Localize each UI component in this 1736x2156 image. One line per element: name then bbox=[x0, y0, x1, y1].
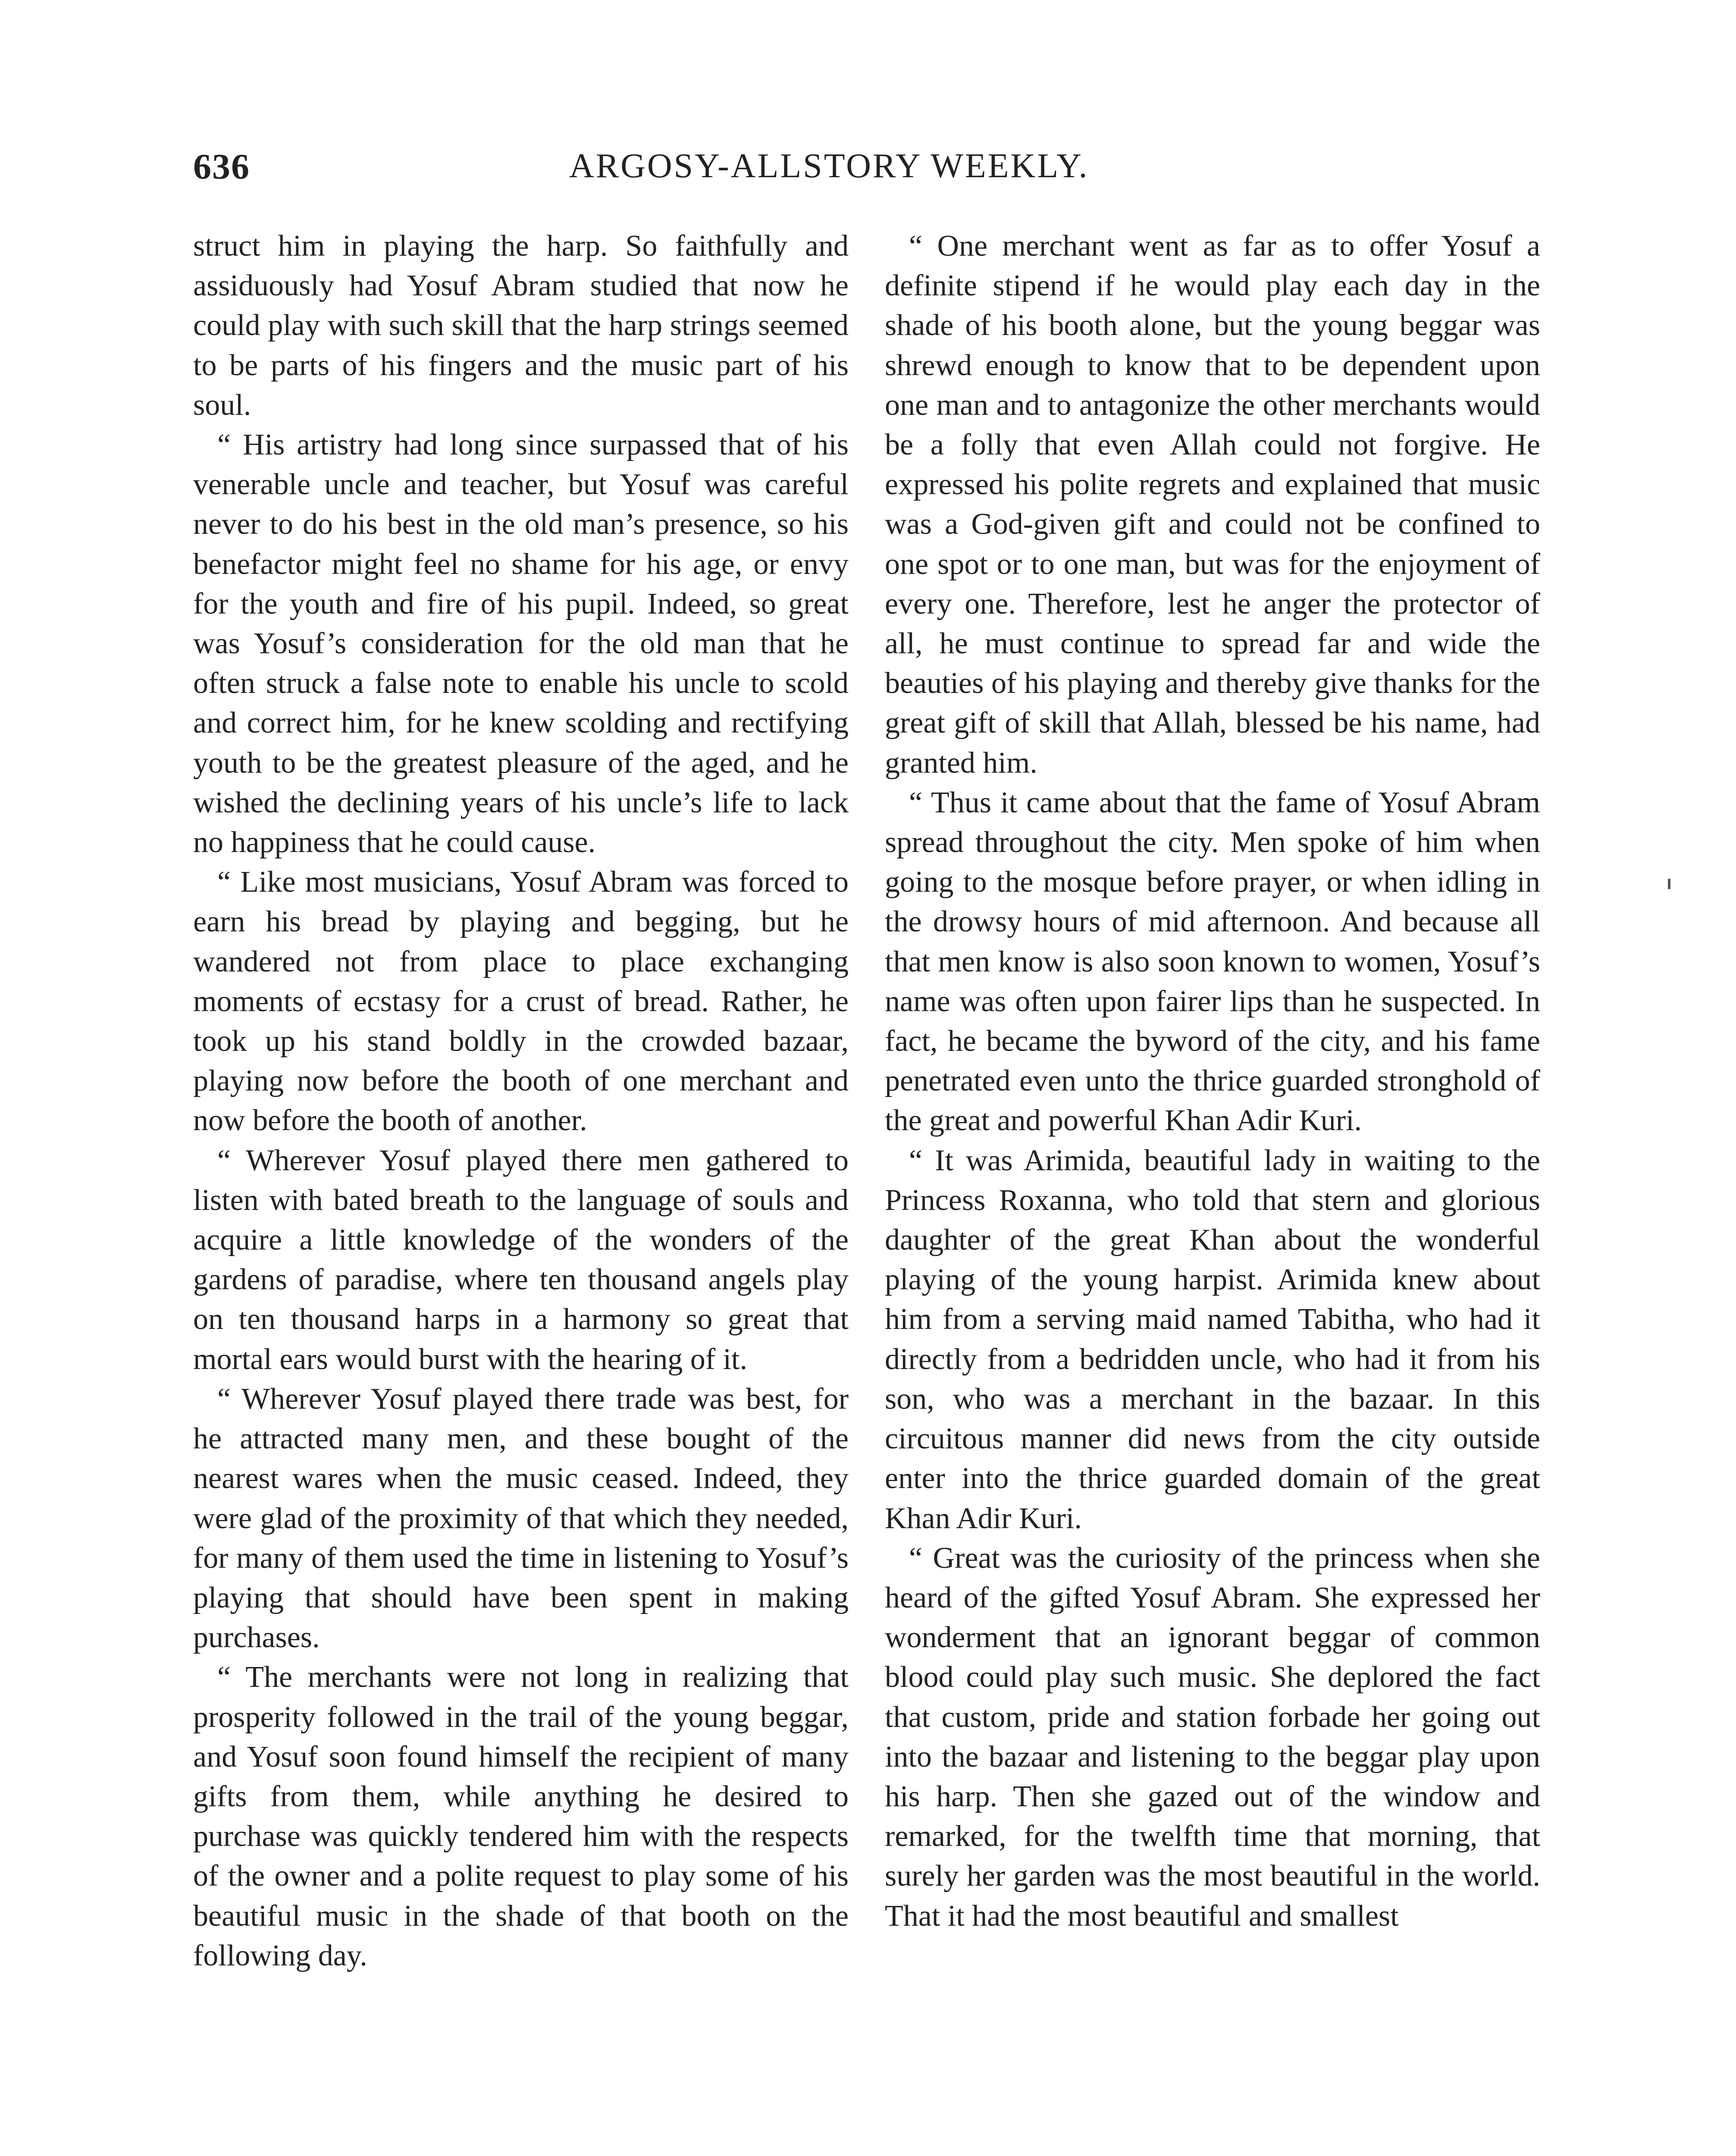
paragraph: “ Thus it came about that the fame of Yosuf Abram spread throughout the city. Men spoke of him when going to the mosque before prayer, or when idling in the drowsy hours of mid afternoon. And because all that men know is also soon known to women, Yosuf’s name was often upon fairer lips than he suspected. In fact, he became the byword of the city, and his fame penetrated even unto the thrice guarded stronghold of the great and powerful Khan Adir Kuri. bbox=[885, 786, 1540, 1138]
page-number: 636 bbox=[193, 147, 250, 187]
paragraph: “ One merchant went as far as to offer Yosuf a definite stipend if he would play each day in the shade of his booth alone, but the young beggar was shrewd enough to know that to be dependent upon one man and to antagonize the other merchants would be a folly that even Allah could not forgive. He expressed his polite regrets and explained that music was a God-given gift and could not be confined to one spot or to one man, but was for the enjoyment of every one. Therefore, lest he anger the protector of all, he must continue to spread far and wide the beauties of his playing and thereby give thanks for the great gift of skill that Allah, blessed be his name, had granted him. bbox=[885, 229, 1540, 780]
right-column bbox=[885, 226, 1540, 1936]
left-column bbox=[193, 226, 849, 1976]
paragraph: “ It was Arimida, beautiful lady in waiting to the Princess Roxanna, who told that stern and glorious daughter of the great Khan about the wonderful playing of the young harpist. Arimida knew about him from a serving maid named Tabitha, who had it directly from a bedridden uncle, who had it from his son, who was a merchant in the bazaar. In this circuitous manner did news from the city outside enter into the thrice guarded domain of the great Khan Adir Kuri. bbox=[885, 1144, 1540, 1535]
paragraph: struct him in playing the harp. So faithfully and assiduously had Yosuf Abram studied that now he could play with such skill that the harp strings seemed to be parts of his fingers and the music part of his soul. bbox=[193, 229, 849, 422]
paragraph: “ Like most musicians, Yosuf Abram was forced to earn his bread by playing and begging, but he wandered not from place to place exchanging moments of ecstasy for a crust of bread. Rather, he took up his stand boldly in the crowded bazaar, playing now before the booth of one merchant and now before the booth of another. bbox=[193, 865, 849, 1138]
paragraph: “ His artistry had long since surpassed that of his venerable uncle and teacher, but Yosuf was careful never to do his best in the old man’s presence, so his benefactor might feel no shame for his age, or envy for the youth and fire of his pupil. Indeed, so great was Yosuf’s consideration for the old man that he often struck a false note to enable his uncle to scold and correct him, for he knew scolding and rectifying youth to be the greatest pleasure of the aged, and he wished the declining years of his uncle’s life to lack no happiness that he could cause. bbox=[193, 428, 849, 859]
print-speck bbox=[1668, 879, 1670, 889]
running-title: ARGOSY-ALLSTORY WEEKLY. bbox=[569, 147, 1089, 185]
paragraph: “ Great was the curiosity of the princess when she heard of the gifted Yosuf Abram. She expressed her wonderment that an ignorant beggar of common blood could play such music. She deplored the fact that custom, pride and station forbade her going out into the bazaar and listening to the beggar play upon his harp. Then she gazed out of the window and remarked, for the twelfth time that morning, that surely her garden was the most beautiful in the world. That it had the most beautiful and smallest bbox=[885, 1541, 1540, 1933]
paragraph: “ Wherever Yosuf played there trade was best, for he attracted many men, and these bought of the nearest wares when the music ceased. Indeed, they were glad of the proximity of that which they needed, for many of them used the time in listening to Yosuf’s playing that should have been spent in making purchases. bbox=[193, 1382, 849, 1655]
paragraph: “ Wherever Yosuf played there men gathered to listen with bated breath to the language of souls and acquire a little knowledge of the wonders of the gardens of paradise, where ten thousand angels play on ten thousand harps in a harmony so great that mortal ears would burst with the hearing of it. bbox=[193, 1144, 849, 1376]
paragraph: “ The merchants were not long in realizing that prosperity followed in the trail of the young beggar, and Yosuf soon found himself the recipient of many gifts from them, while anything he desired to purchase was quickly tendered him with the respects of the owner and a polite request to play some of his beautiful music in the shade of that booth on the following day. bbox=[193, 1661, 849, 1972]
